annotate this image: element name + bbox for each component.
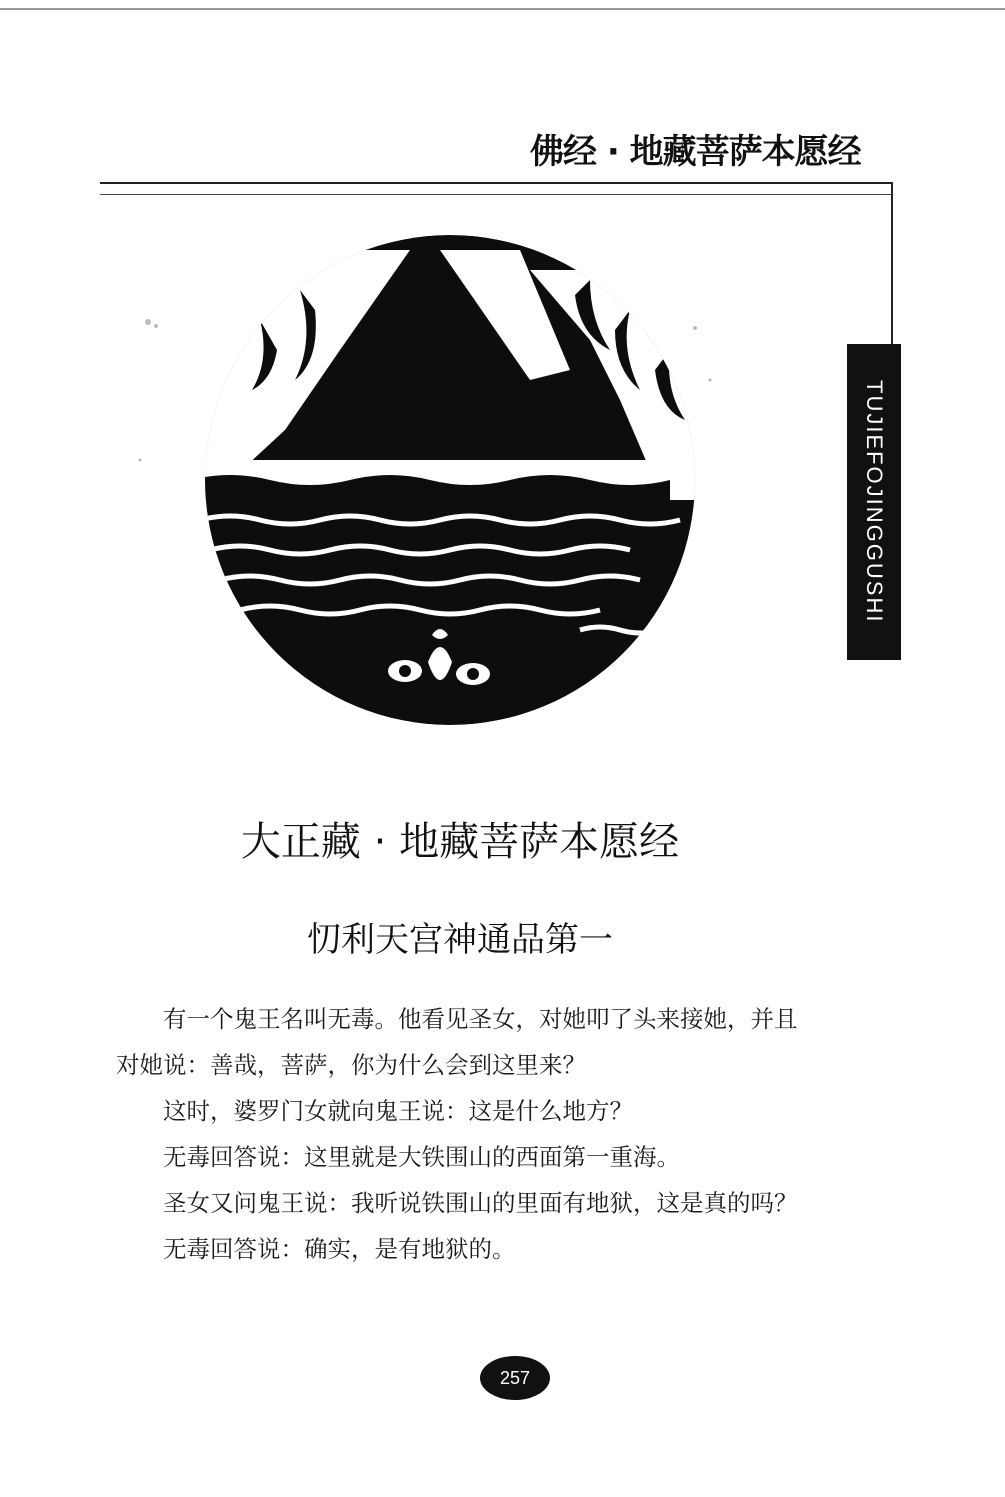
body-text — [116, 996, 816, 1272]
paragraph: 圣女又问鬼王说：我听说铁围山的里面有地狱，这是真的吗？ — [163, 1189, 798, 1217]
header-rule-thin — [100, 194, 893, 195]
top-rule — [0, 8, 1005, 10]
scripture-title: 大正藏 · 地藏菩萨本愿经 — [240, 819, 680, 865]
paragraph: 有一个鬼王名叫无毒。他看见圣女，对她叩了头来接她，并且对她说：善哉，菩萨，你为什么会到这里来？ — [116, 1005, 798, 1079]
chapter-title: 忉利天宫神通品第一 — [307, 920, 613, 960]
page-number: 257 — [499, 1367, 531, 1388]
woodcut-illustration — [110, 230, 730, 750]
paragraph: 无毒回答说：确实，是有地狱的。 — [163, 1235, 516, 1263]
page-number-badge — [480, 1356, 550, 1400]
side-tab — [847, 344, 901, 660]
side-tab-label: TUJIEFOJINGGUSHI — [862, 380, 887, 624]
paragraph: 这时，婆罗门女就向鬼王说：这是什么地方？ — [163, 1097, 633, 1125]
header-rule-vertical — [891, 182, 893, 344]
paragraph: 无毒回答说：这里就是大铁围山的西面第一重海。 — [163, 1143, 680, 1171]
header-rule — [100, 182, 893, 184]
running-header-title: 佛经 · 地藏菩萨本愿经 — [530, 132, 861, 172]
